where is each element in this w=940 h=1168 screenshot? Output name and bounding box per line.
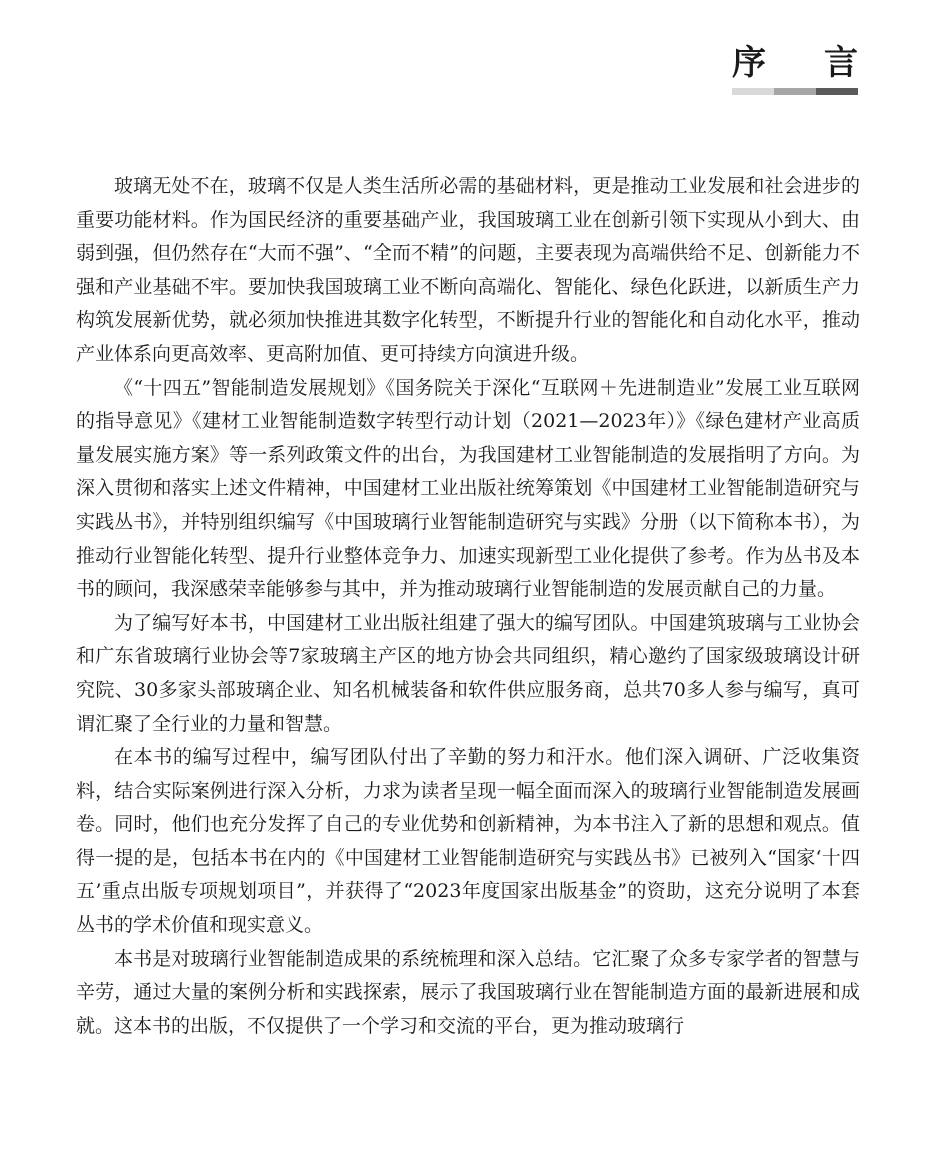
page-title-char-1: 序 [732, 43, 766, 83]
page-title-char-2: 言 [824, 43, 858, 83]
paragraph-5: 本书是对玻璃行业智能制造成果的系统梳理和深入总结。它汇聚了众多专家学者的智慧与辛劳，通过大量的案例分析和实践探索，展示了我国玻璃行业在智能制造方面的最新进展和成就。这本书的出版，不仅提供了一个学习和交流的平台，更为推动玻璃行 [76, 947, 860, 1037]
title-underline-bar [732, 88, 858, 95]
page-title [732, 40, 858, 86]
underline-segment-mid [774, 88, 816, 95]
paragraph-1: 玻璃无处不在，玻璃不仅是人类生活所必需的基础材料，更是推动工业发展和社会进步的重要功能材料。作为国民经济的重要基础产业，我国玻璃工业在创新引领下实现从小到大、由弱到强，但仍然存在“大而不强”、“全而不精”的问题，主要表现为高端供给不足、创新能力不强和产业基础不牢。要加快我国玻璃工业不断向高端化、智能化、绿色化跃进，以新质生产力构筑发展新优势，就必须加快推进其数字化转型，不断提升行业的智能化和自动化水平，推动产业体系向更高效率、更高附加值、更可持续方向演进升级。 [76, 175, 860, 365]
paragraph-2: 《“十四五”智能制造发展规划》《国务院关于深化“互联网＋先进制造业”发展工业互联网的指导意见》《建材工业智能制造数字转型行动计划（2021—2023年）》《绿色建材产业高质量发展实施方案》等一系列政策文件的出台，为我国建材工业智能制造的发展指明了方向。为深入贯彻和落实上述文件精神，中国建材工业出版社统筹策划《中国建材工业智能制造研究与实践丛书》，并特别组织编写《中国玻璃行业智能制造研究与实践》分册（以下简称本书），为推动行业智能化转型、提升行业整体竞争力、加速实现新型工业化提供了参考。作为丛书及本书的顾问，我深感荣幸能够参与其中，并为推动玻璃行业智能制造的发展贡献自己的力量。 [76, 376, 860, 601]
underline-segment-light [732, 88, 774, 95]
paragraph-4: 在本书的编写过程中，编写团队付出了辛勤的努力和汗水。他们深入调研、广泛收集资料，结合实际案例进行深入分析，力求为读者呈现一幅全面而深入的玻璃行业智能制造发展画卷。同时，他们也充分发挥了自己的专业优势和创新精神，为本书注入了新的思想和观点。值得一提的是，包括本书在内的《中国建材工业智能制造研究与实践丛书》已被列入“国家‘十四五’重点出版专项规划项目”，并获得了“2023年度国家出版基金”的资助，这充分说明了本套丛书的学术价值和现实意义。 [76, 746, 860, 937]
preface-body [76, 170, 860, 1043]
paragraph-3: 为了编写好本书，中国建材工业出版社组建了强大的编写团队。中国建筑玻璃与工业协会和广东省玻璃行业协会等7家玻璃主产区的地方协会共同组织，精心邀约了国家级玻璃设计研究院、30多家头部玻璃企业、知名机械装备和软件供应服务商，总共70多人参与编写，真可谓汇聚了全行业的力量和智慧。 [76, 611, 860, 735]
underline-segment-dark [816, 88, 858, 95]
